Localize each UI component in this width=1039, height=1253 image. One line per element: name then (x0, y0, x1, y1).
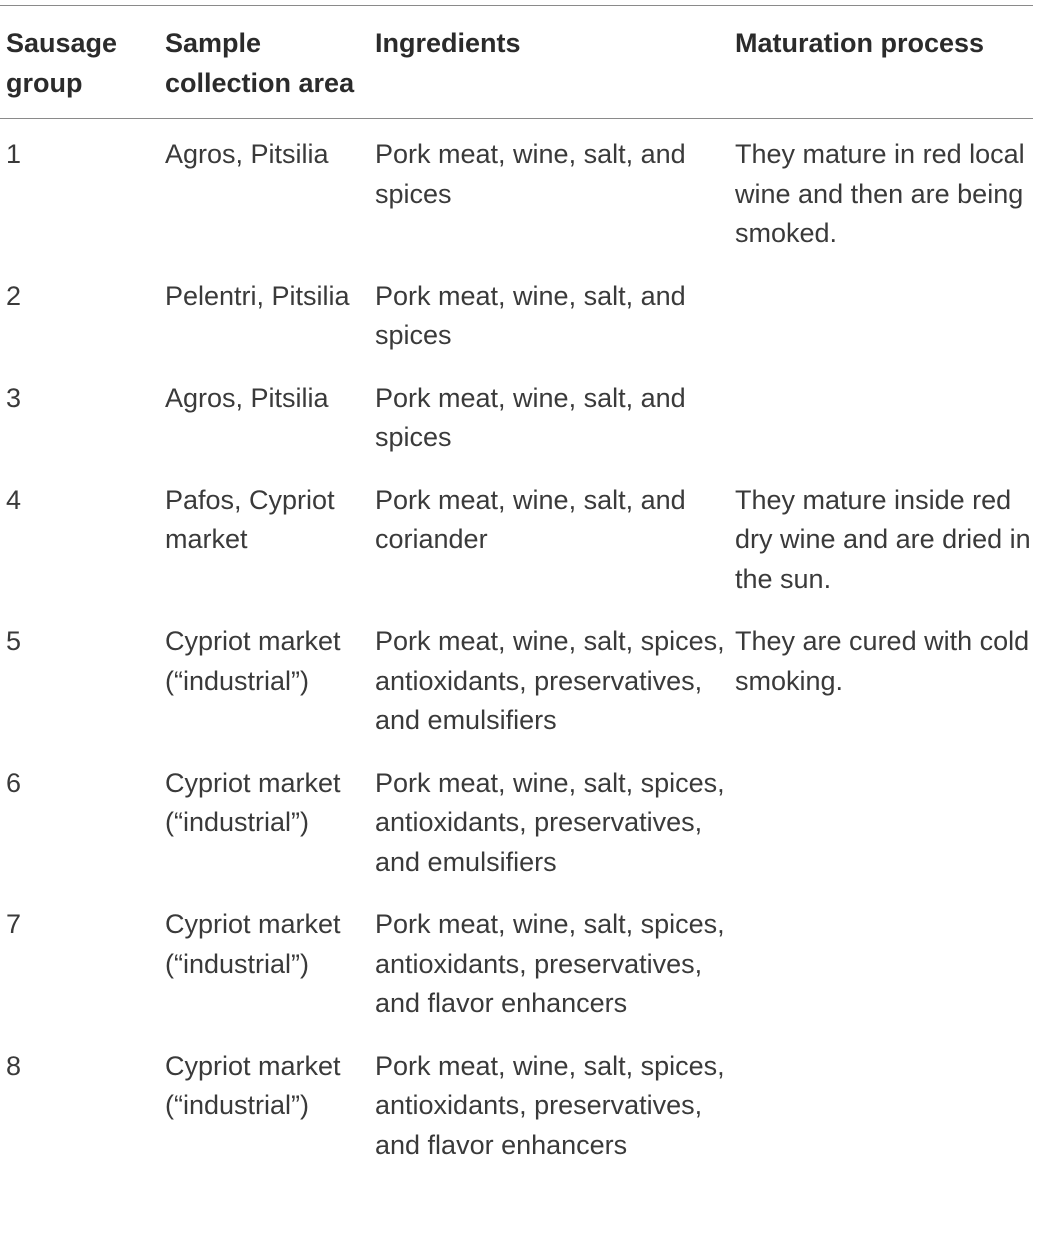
cell-area: Cypriot market (“industrial”) (165, 909, 341, 979)
cell-area: Cypriot market (“industrial”) (165, 626, 341, 696)
cell-group: 2 (6, 280, 22, 311)
cell-ingredients: Pork meat, wine, salt, and spices (375, 139, 686, 209)
cell-area: Pelentri, Pitsilia (165, 280, 350, 311)
cell-maturation (735, 262, 1033, 364)
cell-maturation: They mature in red local wine and then are being smoked. (735, 139, 1025, 248)
cell-maturation (735, 1032, 1033, 1174)
cell-group: 1 (6, 139, 22, 169)
cell-group: 4 (6, 484, 22, 515)
cell-group: 7 (6, 909, 22, 939)
table-row (0, 1032, 1033, 1174)
cell-ingredients: Pork meat, wine, salt, and spices (375, 382, 686, 452)
cell-group: 5 (6, 626, 22, 656)
cell-area: Agros, Pitsilia (165, 139, 329, 169)
cell-group: 8 (6, 1050, 22, 1081)
cell-maturation (735, 749, 1033, 891)
table-body-table (0, 119, 1033, 1173)
table-row (0, 749, 1033, 891)
table-header (0, 6, 1033, 118)
table-row (0, 466, 1033, 608)
cell-ingredients: Pork meat, wine, salt, and coriander (375, 484, 686, 554)
cell-area: Pafos, Cypriot market (165, 484, 335, 554)
cell-ingredients: Pork meat, wine, salt, spices, antioxidants, preservatives, and flavor enhancers (375, 909, 725, 1018)
cell-group: 6 (6, 767, 22, 798)
cell-maturation: They mature inside red dry wine and are dried in the sun. (735, 484, 1031, 594)
sausage-table (0, 6, 1033, 118)
cell-area: Cypriot market (“industrial”) (165, 767, 341, 837)
cell-area: Agros, Pitsilia (165, 382, 329, 413)
header-sample-collection-area: Sample collection area (165, 28, 355, 98)
cell-maturation: They are cured with cold smoking. (735, 626, 1030, 696)
cell-maturation (735, 890, 1033, 1032)
cell-area: Cypriot market (“industrial”) (165, 1050, 341, 1120)
table-row (0, 364, 1033, 466)
cell-ingredients: Pork meat, wine, salt, spices, antioxidants, preservatives, and flavor enhancers (375, 1050, 725, 1160)
header-maturation-process: Maturation process (735, 28, 985, 58)
cell-ingredients: Pork meat, wine, salt, spices, antioxidants, preservatives, and emulsifiers (375, 626, 725, 735)
cell-ingredients: Pork meat, wine, salt, spices, antioxidants, preservatives, and emulsifiers (375, 767, 725, 877)
header-sausage-group: Sausage group (6, 28, 118, 98)
header-ingredients: Ingredients (375, 28, 521, 58)
table-row (0, 119, 1033, 262)
cell-group: 3 (6, 382, 22, 413)
table-body (0, 119, 1033, 1173)
cell-maturation (735, 364, 1033, 466)
table-row (0, 607, 1033, 749)
cell-ingredients: Pork meat, wine, salt, and spices (375, 280, 686, 350)
data-table (0, 5, 1033, 1173)
header-row (0, 6, 1033, 118)
table-row (0, 890, 1033, 1032)
table-row (0, 262, 1033, 364)
